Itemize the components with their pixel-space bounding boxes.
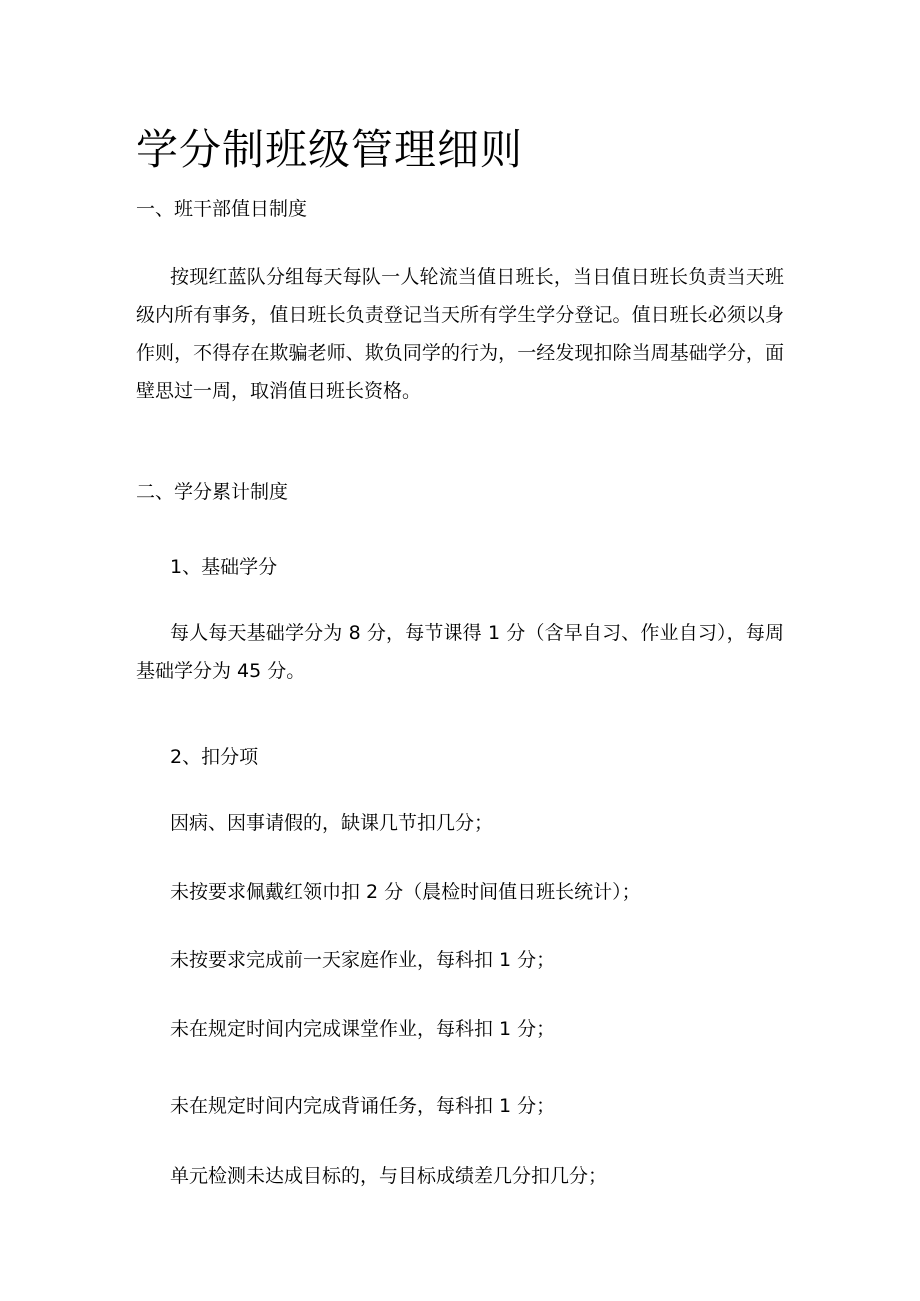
deduction-item: 未按要求完成前一天家庭作业，每科扣 1 分；: [170, 949, 556, 971]
deduction-item: 因病、因事请假的，缺课几节扣几分；: [170, 812, 494, 834]
paragraph-duty-rules: 按现红蓝队分组每天每队一人轮流当值日班长，当日值日班长负责当天班级内所有事务，值日班长负责登记当天所有学生学分登记。值日班长必须以身作则，不得存在欺骗老师、欺负同学的行为，一经发现扣除当周基础学分，面壁思过一周，取消值日班长资格。: [136, 266, 784, 402]
deduction-item: 未按要求佩戴红领巾扣 2 分（晨检时间值日班长统计）；: [170, 881, 641, 903]
subheading-basic-credit: 1、基础学分: [170, 556, 278, 578]
section-heading-duty: 一、班干部值日制度: [136, 198, 308, 220]
deduction-item: 未在规定时间内完成课堂作业，每科扣 1 分；: [170, 1018, 556, 1040]
section-heading-credit: 二、学分累计制度: [136, 481, 289, 503]
paragraph-basic-credit: 每人每天基础学分为 8 分，每节课得 1 分（含早自习、作业自习），每周基础学分为 45 分。: [136, 622, 784, 682]
deduction-item: 单元检测未达成目标的，与目标成绩差几分扣几分；: [170, 1165, 608, 1187]
document-title: 学分制班级管理细则: [136, 125, 524, 174]
deduction-item: 未在规定时间内完成背诵任务，每科扣 1 分；: [170, 1095, 556, 1117]
subheading-deductions: 2、扣分项: [170, 746, 259, 768]
